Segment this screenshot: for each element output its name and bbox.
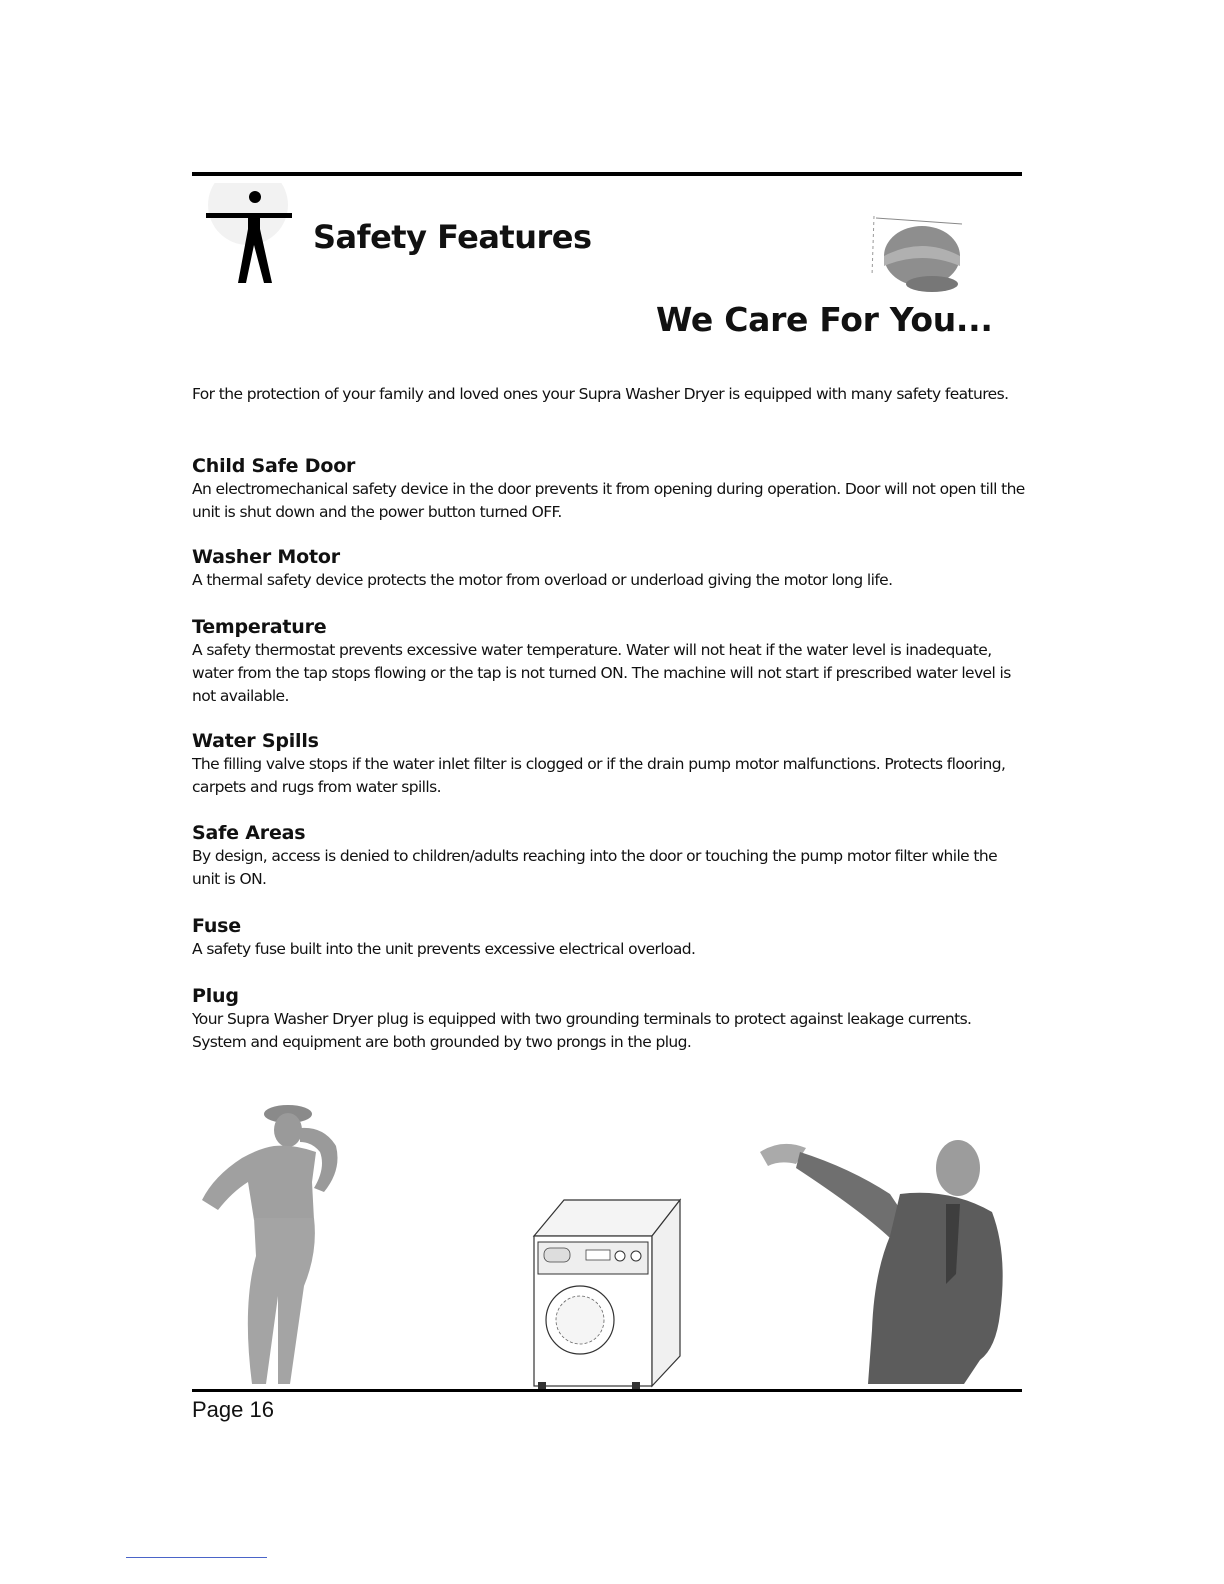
footer-underline <box>126 1557 267 1558</box>
section-heading: Plug <box>192 985 239 1007</box>
section-temperature <box>192 615 1026 708</box>
section-fuse <box>192 914 1026 961</box>
section-plug <box>192 984 1026 1054</box>
washer-dryer-figure <box>524 1196 686 1392</box>
page-title: Safety Features <box>313 218 592 256</box>
section-heading: Water Spills <box>192 730 319 752</box>
section-child-safe-door <box>192 454 1026 524</box>
section-body: The filling valve stops if the water inlet filter is clogged or if the drain pump motor malfunctions. Protects flooring, carpets and rugs from water spills. <box>192 755 1006 796</box>
safety-helmet-icon <box>862 210 970 296</box>
section-heading: Washer Motor <box>192 546 340 568</box>
section-body: A thermal safety device protects the motor from overload or underload giving the motor long life. <box>192 571 893 589</box>
man-figure <box>760 1134 1012 1390</box>
section-body: Your Supra Washer Dryer plug is equipped with two grounding terminals to protect against leakage currents. System and equipment are both grounded by two prongs in the plug. <box>192 1010 972 1051</box>
intro-paragraph: For the protection of your family and loved ones your Supra Washer Dryer is equipped with many safety features. <box>192 385 1009 403</box>
section-body: An electromechanical safety device in the door prevents it from opening during operation. Door will not open till the unit is shut down and the power button turned OFF. <box>192 480 1025 521</box>
section-water-spills <box>192 729 1026 799</box>
safety-person-icon <box>200 183 296 287</box>
section-washer-motor <box>192 545 1026 592</box>
top-rule <box>192 172 1022 176</box>
section-body: A safety fuse built into the unit prevents excessive electrical overload. <box>192 940 696 958</box>
section-body: By design, access is denied to children/adults reaching into the door or touching the pump motor filter while the unit is ON. <box>192 847 998 888</box>
section-safe-areas <box>192 821 1026 891</box>
page-number: Page 16 <box>192 1397 274 1422</box>
woman-figure <box>196 1096 372 1392</box>
tagline: We Care For You... <box>656 300 993 339</box>
section-heading: Safe Areas <box>192 822 306 844</box>
section-heading: Temperature <box>192 616 327 638</box>
bottom-rule <box>192 1389 1022 1392</box>
section-heading: Fuse <box>192 915 241 937</box>
section-body: A safety thermostat prevents excessive water temperature. Water will not heat if the water level is inadequate, water from the tap stops flowing or the tap is not turned ON. The machine will not start if prescribed water level is not available. <box>192 641 1011 705</box>
section-heading: Child Safe Door <box>192 455 356 477</box>
